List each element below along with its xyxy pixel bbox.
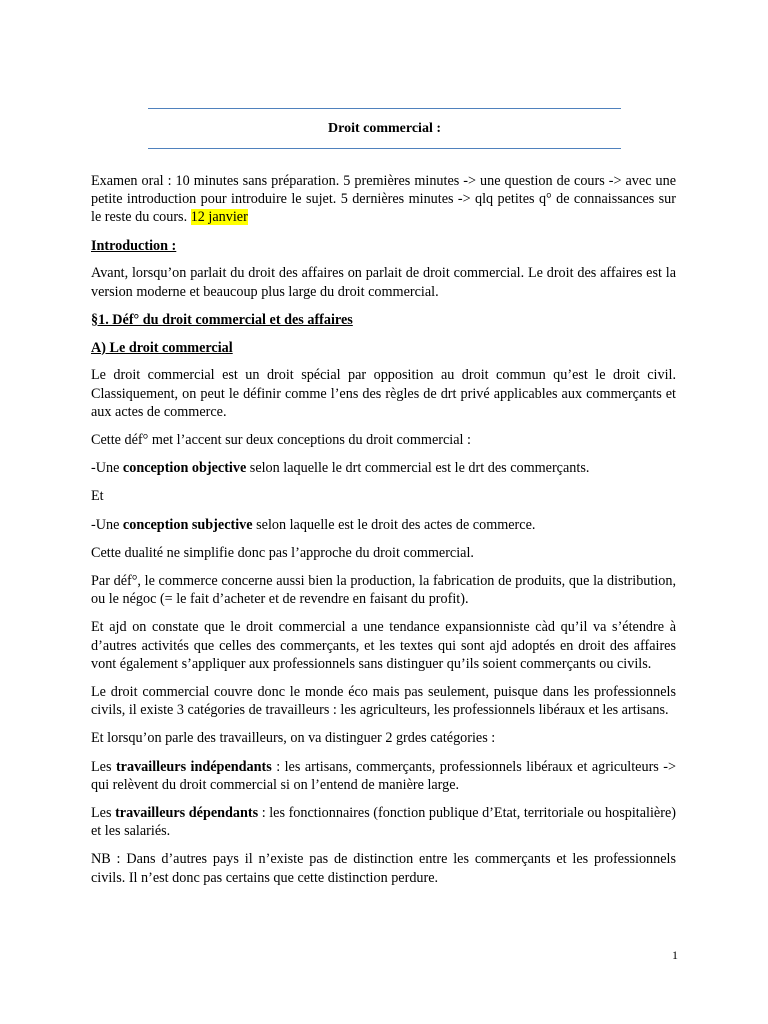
dependent-workers-text: : les fonctionnaires (fonction publique d’Etat, territoriale ou hospitalière) et les salariés. — [91, 805, 676, 840]
conceptions-intro-paragraph: Cette déf° met l’accent sur deux conceptions du droit commercial : — [91, 432, 471, 449]
subsection-a-heading: A) Le droit commercial — [91, 339, 233, 356]
workers-intro-paragraph: Et lorsqu’on parle des travailleurs, on va distinguer 2 grdes catégories : — [91, 730, 496, 747]
objective-conception-text: selon laquelle le drt commercial est le drt des commerçants. — [246, 460, 590, 477]
document-title: Droit commercial : — [328, 121, 441, 136]
exam-paragraph — [91, 172, 676, 227]
coverage-paragraph: Le droit commercial couvre donc le monde éco mais pas seulement, puisque dans les professionnels civils, il existe 3 catégories de travailleurs : les agriculteurs, les professionnels libéraux et les artisans. — [91, 684, 676, 719]
document-body — [91, 172, 676, 897]
section-1-heading: §1. Déf° du droit commercial et des affaires — [91, 311, 353, 328]
page-number: 1 — [672, 948, 678, 962]
subjective-conception-item — [91, 516, 676, 534]
independent-workers-term: travailleurs indépendants — [115, 758, 272, 775]
title-rule-top — [148, 108, 621, 109]
nb-paragraph: NB : Dans d’autres pays il n’existe pas de distinction entre les commerçants et les professionnels civils. Il n’est donc pas certains que cette distinction perdure. — [91, 851, 676, 886]
independent-workers-text: : les artisans, commerçants, professionnels libéraux et agriculteurs -> qui relèvent du droit commercial si on l’entend de manière large. — [91, 758, 676, 793]
exam-text: Examen oral : 10 minutes sans préparation. 5 premières minutes -> une question de cours -> avec une petite introduction pour introduire le sujet. 5 dernières minutes -> qlq petites q° de connaissances sur le reste du cours. — [91, 173, 676, 226]
duality-paragraph: Cette dualité ne simplifie donc pas l’approche du droit commercial. — [91, 544, 474, 561]
exam-date-highlight: 12 janvier — [190, 209, 248, 226]
commerce-definition-paragraph: Par déf°, le commerce concerne aussi bien la production, la fabrication de produits, que la distribution, ou le négoc (= le fait d’acheter et de revendre en faisant du profit). — [91, 573, 676, 608]
title-rule-bottom — [148, 148, 621, 149]
independent-workers-prefix: Les — [91, 758, 116, 775]
subjective-conception-text: selon laquelle est le droit des actes de commerce. — [252, 516, 536, 533]
objective-conception-prefix: -Une — [91, 460, 123, 477]
independent-workers-paragraph — [91, 758, 676, 794]
objective-conception-term: conception objective — [122, 460, 247, 477]
expansion-paragraph: Et ajd on constate que le droit commercial a une tendance expansionniste càd qu’il va s’étendre à d’autres activités que celles des commerçants, et les textes qui sont ajd adoptés en droit des affaires vont également s’appliquer aux professionnels sans distinguer qu’ils soient commerçants ou civils. — [91, 619, 676, 672]
definition-paragraph: Le droit commercial est un droit spécial par opposition au droit commun qu’est le droit civil. Classiquement, on peut le définir comme l’ens des règles de drt privé applicables aux commerçants et aux actes de commerce. — [91, 367, 676, 420]
introduction-heading: Introduction : — [91, 237, 177, 254]
objective-conception-item — [91, 459, 676, 477]
subjective-conception-prefix: -Une — [91, 516, 123, 533]
introduction-paragraph: Avant, lorsqu’on parlait du droit des affaires on parlait de droit commercial. Le droit des affaires est la version moderne et beaucoup plus large du droit commercial. — [91, 265, 676, 300]
dependent-workers-paragraph — [91, 804, 676, 840]
et-line: Et — [91, 488, 104, 505]
dependent-workers-term: travailleurs dépendants — [115, 805, 259, 822]
subjective-conception-term: conception subjective — [122, 516, 253, 533]
dependent-workers-prefix: Les — [91, 805, 116, 822]
